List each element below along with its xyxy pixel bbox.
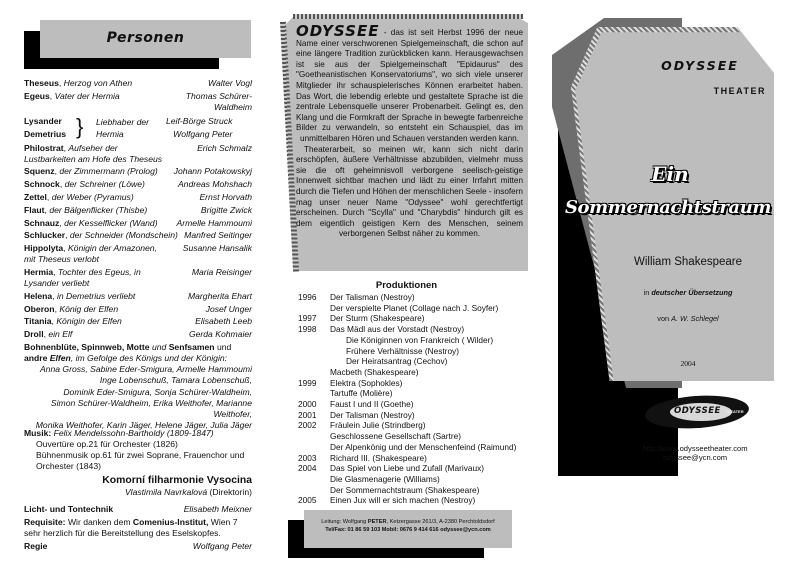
brand-inline: ODYSSEE [296, 22, 380, 40]
actor-name: Johann Potakowskyj [173, 166, 252, 177]
role-desc: König der Elfen [59, 303, 119, 314]
contact-line: Tel/Fax: 01 86 59 103 Mobil: 0676 9 414 616 odyssee@ycn.com [325, 526, 491, 533]
cover-brand: ODYSSEE [661, 58, 739, 73]
cover-title: Sommernachtstraum [564, 197, 772, 218]
leitung-label: Leitung: Wolfgang [321, 519, 367, 525]
production-row: Der Alpenkönig und der Menschenfeind (Raimund) [330, 441, 517, 452]
role-name: Flaut [24, 204, 45, 215]
requisite-text: Wien 7 sehr herzlich für die Bereitstellung des Eselskopfes. [24, 516, 238, 538]
cast-row: Oberon, König der Elfen Josef Unger [24, 303, 252, 314]
cast-row: Flaut, der Bälgenflicker (Thisbe) Brigitte Zwick [24, 204, 252, 215]
actor-name: Erich Schmalz [197, 142, 252, 153]
cover-translator: von A. W. Schlegel [657, 314, 719, 323]
production-row: Tartuffe (Molière) [330, 388, 393, 399]
director-role: (Direktorin) [209, 487, 252, 497]
cast-row: Theseus, Herzog von Athen Walter Vogl [24, 78, 252, 88]
cover-contact [620, 444, 770, 462]
composer: Felix Mendelssohn-Bartholdy (1809-1847) [53, 428, 214, 438]
role-desc: ein Elf [48, 329, 73, 340]
music-section [24, 428, 252, 498]
actor-name: Wolfgang Peter [173, 128, 233, 139]
elves-desc: , im Gefolge des Königs und der Königin: [70, 353, 228, 364]
role-desc: der Schreiner (Löwe) [64, 179, 145, 190]
cast-panel [0, 0, 270, 566]
role-desc: Königin der Elfen [56, 316, 122, 327]
role-name: Squenz [24, 166, 55, 177]
productions-list [298, 292, 538, 506]
cover-translation: in deutscher Übersetzung [643, 288, 733, 297]
elves-senfsamen: Senfsamen [168, 342, 215, 353]
elves-und2: und [216, 342, 232, 353]
orchestra-name: Komorní filharmonie Vysocina [102, 475, 252, 486]
contact-footer [304, 519, 512, 534]
music-label: Musik: [24, 428, 52, 438]
cast-row: Schnock, der Schreiner (Löwe) Andreas Mohshach [24, 179, 252, 190]
role-name: Hippolyta [24, 243, 64, 254]
actor-name: Ernst Horvath [199, 191, 252, 202]
role-name: Schlucker [24, 230, 66, 241]
role-name: Hermia [24, 266, 54, 277]
actor-name: Margherita Ehart [187, 290, 252, 301]
logo-subtext: THEATER [725, 409, 744, 414]
elves-actors [24, 364, 252, 431]
elves-actor-line: Simon Schürer-Waldheim, Erika Weithofer, Marianne Weithofer, [50, 397, 252, 419]
credits-section [24, 504, 252, 553]
credit-label: Licht- und Tontechnik [24, 504, 114, 514]
email-link[interactable]: odyssee@ycn.com [662, 453, 728, 462]
actor-name: Armelle Hammoumi [176, 217, 252, 228]
actor-name: Elisabeth Leeb [195, 316, 252, 327]
production-row: Macbeth (Shakespeare) [330, 366, 419, 377]
actor-name: Josef Unger [205, 303, 252, 314]
logo-text: ODYSSEE [674, 406, 721, 416]
production-row: 1998 Das Mädl aus der Vorstadt (Nestroy) [298, 324, 465, 335]
elves-label: Elfen [49, 353, 71, 364]
cast-row: Philostrat, Aufseher der Lustbarkeiten am Hofe des Theseus Erich Schmalz [24, 142, 252, 164]
actor-name: Andreas Mohshach [177, 179, 252, 190]
actor-name: Brigitte Zwick [200, 204, 252, 215]
productions-heading: Produktionen [375, 280, 438, 291]
actor-name: Thomas Schürer-Waldheim [185, 90, 252, 112]
production-row: 2001 Der Talisman (Nestroy) [298, 409, 415, 420]
production-row: 1999 Elektra (Sophokles) [298, 377, 403, 388]
requisite-institute: Comenius-Institut, [132, 516, 209, 527]
production-row: Frühere Verhältnisse (Nestroy) [346, 345, 459, 356]
actor-name: Walter Vogl [208, 78, 252, 88]
role-name: Demetrius [24, 128, 67, 139]
leitung-name: PETER [367, 519, 387, 525]
elves-actor-line: Monika Weithofer, Karin Jäger, Helene Jäger, Julia Jäger [35, 420, 252, 431]
cover-theater-label: THEATER [713, 86, 766, 96]
role-name: Titania [24, 316, 52, 327]
credit-requisite [24, 517, 252, 539]
role-desc: der Zimmermann (Prolog) [59, 166, 158, 177]
role-desc: der Schneider (Mondschein) [69, 230, 178, 241]
cast-row: Squenz, der Zimmermann (Prolog) Johann Potakowskyj [24, 166, 252, 177]
production-row: Die Königinnen von Frankreich ( Wilder) [346, 334, 494, 345]
credit-row [24, 504, 252, 515]
cast-row: Hippolyta, Königin der Amazonen, mit Theseus verlobt Susanne Hansalik [24, 243, 252, 265]
personen-heading: Personen [106, 30, 185, 46]
production-row: 1997 Der Sturm (Shakespeare) [298, 313, 425, 324]
elves-actor-line: Inge Lobenschuß, Tamara Lobenschuß, [99, 375, 252, 386]
role-desc: Königin der Amazonen, mit Theseus verlobt [24, 243, 157, 265]
cast-row: Schnauz, der Kesselflicker (Wand) Armelle Hammoumi [24, 217, 252, 228]
intro-text [296, 22, 523, 240]
role-desc: Tochter des Egeus, in Lysander verliebt [24, 266, 141, 288]
cover-title-ein: Ein [651, 162, 689, 186]
actor-name: Leif-Börge Struck [166, 115, 233, 126]
production-row: Der Sommernachtstraum (Shakespeare) [330, 484, 480, 495]
role-name: Schnock [24, 179, 60, 190]
role-name: Helena [24, 290, 53, 301]
elves-und: und [151, 342, 167, 353]
credit-name: Wolfgang Peter [192, 540, 252, 551]
credit-label: Regie [24, 540, 48, 551]
music-work: Ouvertüre op.21 für Orchester (1826) [36, 439, 178, 449]
intro-paragraph: - das ist seit Herbst 1996 der neue Name einer verschworenen Spielgemeinschaft, die schon auf eine längere Tradition zurückblicken kann. Herausgewachsen ist sie aus der Spielgemeinschaft "Epidaurus" des "Goetheanistischen Konservatoriums", wo sich viele unserer Mitglieder ihr schauspielerisches Können erarbeitet haben. Das Wort, die lebendig erlebte und gestaltete Sprache ist die zentrale Lebensquelle unserer Probenarbeit. Gelingt es, den Klang und die Formkraft der Sprache in bewegte farbenreiche Bilder zu verwandeln, so entsteht ein Schauspiel, das im unmittelbaren Hören und Schauen verstanden werden kann. [296, 28, 523, 143]
intro-paragraph: Theaterarbeit, so meinen wir, kann sich nicht darin erschöpfen, äußere Verhältnisse abzubilden, vielmehr muss sie die oft geheimnisvoll verborgene seelisch-geistige Innenwelt sichtbar machen und lädt zu einer Irrfahrt mitten durch die Tiefen und Höhen der menschlichen Seele - insofern mag unser neuer Name "Odyssee" wohl gerechtfertigt erscheinen. Durch "Scylla" und "Charybdis" hindurch gilt es dem eigentlich geistigen Kern des Menschen, seinem verborgenen Selbst näher zu kommen. [296, 144, 523, 239]
cast-row: Zettel, der Weber (Pyramus) Ernst Horvath [24, 191, 252, 202]
cast-row: Helena, in Demetrius verliebt Margherita Ehart [24, 290, 252, 301]
elves-group [24, 342, 252, 431]
elves-names: Bohnenblüte, Spinnweb, Motte [24, 342, 150, 353]
actor-name: Gerda Kohmaier [188, 329, 252, 340]
actor-name: Susanne Hansalik [182, 243, 252, 254]
decorative-edge [293, 14, 523, 19]
role-name: Philostrat [24, 142, 64, 153]
production-row: 2000 Faust I und II (Goethe) [298, 399, 414, 410]
role-name: Lysander [24, 115, 62, 126]
production-row: 2005 Einen Jux will er sich machen (Nestroy) [298, 495, 476, 506]
cast-list [24, 78, 252, 431]
music-work: Bühnenmusik op.61 für zwei Soprane, Frauenchor und Orchester (1843) [36, 450, 245, 471]
credit-row [24, 541, 252, 552]
director-name: Vlastimila Navrkalová [124, 487, 208, 497]
actor-name: Maria Reisinger [191, 266, 252, 277]
cover-year: 2004 [680, 359, 696, 368]
role-name: Theseus [24, 78, 59, 88]
production-row: 2004 Das Spiel von Liebe und Zufall (Marivaux) [298, 463, 485, 474]
production-row: Geschlossene Gesellschaft (Sartre) [330, 431, 461, 442]
cast-row: Egeus, Vater der Hermia Thomas Schürer-Waldheim [24, 90, 252, 112]
production-row: Der verspielte Planet (Collage nach J. Soyfer) [330, 302, 499, 313]
role-desc: der Kesselflicker (Wand) [64, 217, 158, 228]
elves-actor-line: Dominik Eder-Smigura, Sonja Schürer-Waldheim, [63, 386, 252, 397]
role-name: Egeus [24, 90, 50, 101]
role-name: Droll [24, 329, 44, 340]
actor-name: Manfred Seitinger [184, 230, 252, 241]
requisite-text: Wir danken dem [67, 516, 131, 527]
cast-row: Droll, ein Elf Gerda Kohmaier [24, 329, 252, 340]
address: , Ketzergasse 261/3, A-2380 Perchtoldsdorf [386, 519, 495, 525]
lovers-group [24, 115, 252, 141]
requisite-label: Requisite: [24, 516, 66, 527]
production-row: 2003 Richard III. (Shakespeare) [298, 452, 427, 463]
production-row: 1996 Der Talisman (Nestroy) [298, 292, 415, 302]
cast-row: Hermia, Tochter des Egeus, in Lysander verliebt Maria Reisinger [24, 266, 252, 288]
role-desc: Liebhaber der Hermia [96, 116, 150, 139]
production-row: 2002 Fräulein Julie (Strindberg) [298, 420, 426, 431]
cast-row: Schlucker, der Schneider (Mondschein) Manfred Seitinger [24, 230, 252, 241]
role-name: Schnauz [24, 217, 60, 228]
role-name: Zettel [24, 191, 47, 202]
cast-row: Titania, Königin der Elfen Elisabeth Leeb [24, 316, 252, 327]
production-row: Die Glasmenagerie (Williams) [330, 473, 440, 484]
role-desc: Aufseher der Lustbarkeiten am Hofe des Theseus [24, 142, 163, 164]
cover-author: William Shakespeare [633, 256, 742, 268]
role-desc: in Demetrius verliebt [56, 290, 136, 301]
elves-andre: andre [24, 353, 48, 364]
brace-symbol: } [76, 113, 84, 139]
credit-name: Elisabeth Meixner [183, 504, 252, 514]
role-desc: Herzog von Athen [63, 78, 133, 88]
website-link[interactable]: http://www.odysseetheater.com [642, 444, 748, 453]
role-desc: Vater der Hermia [54, 90, 120, 101]
elves-actor-line: Anna Gross, Sabine Eder-Smigura, Armelle Hammoumi [39, 364, 252, 375]
role-desc: der Bälgenflicker (Thisbe) [49, 204, 148, 215]
production-row: Der Heiratsantrag (Cechov) [346, 356, 448, 367]
role-desc: der Weber (Pyramus) [51, 191, 134, 202]
role-name: Oberon [24, 303, 55, 314]
